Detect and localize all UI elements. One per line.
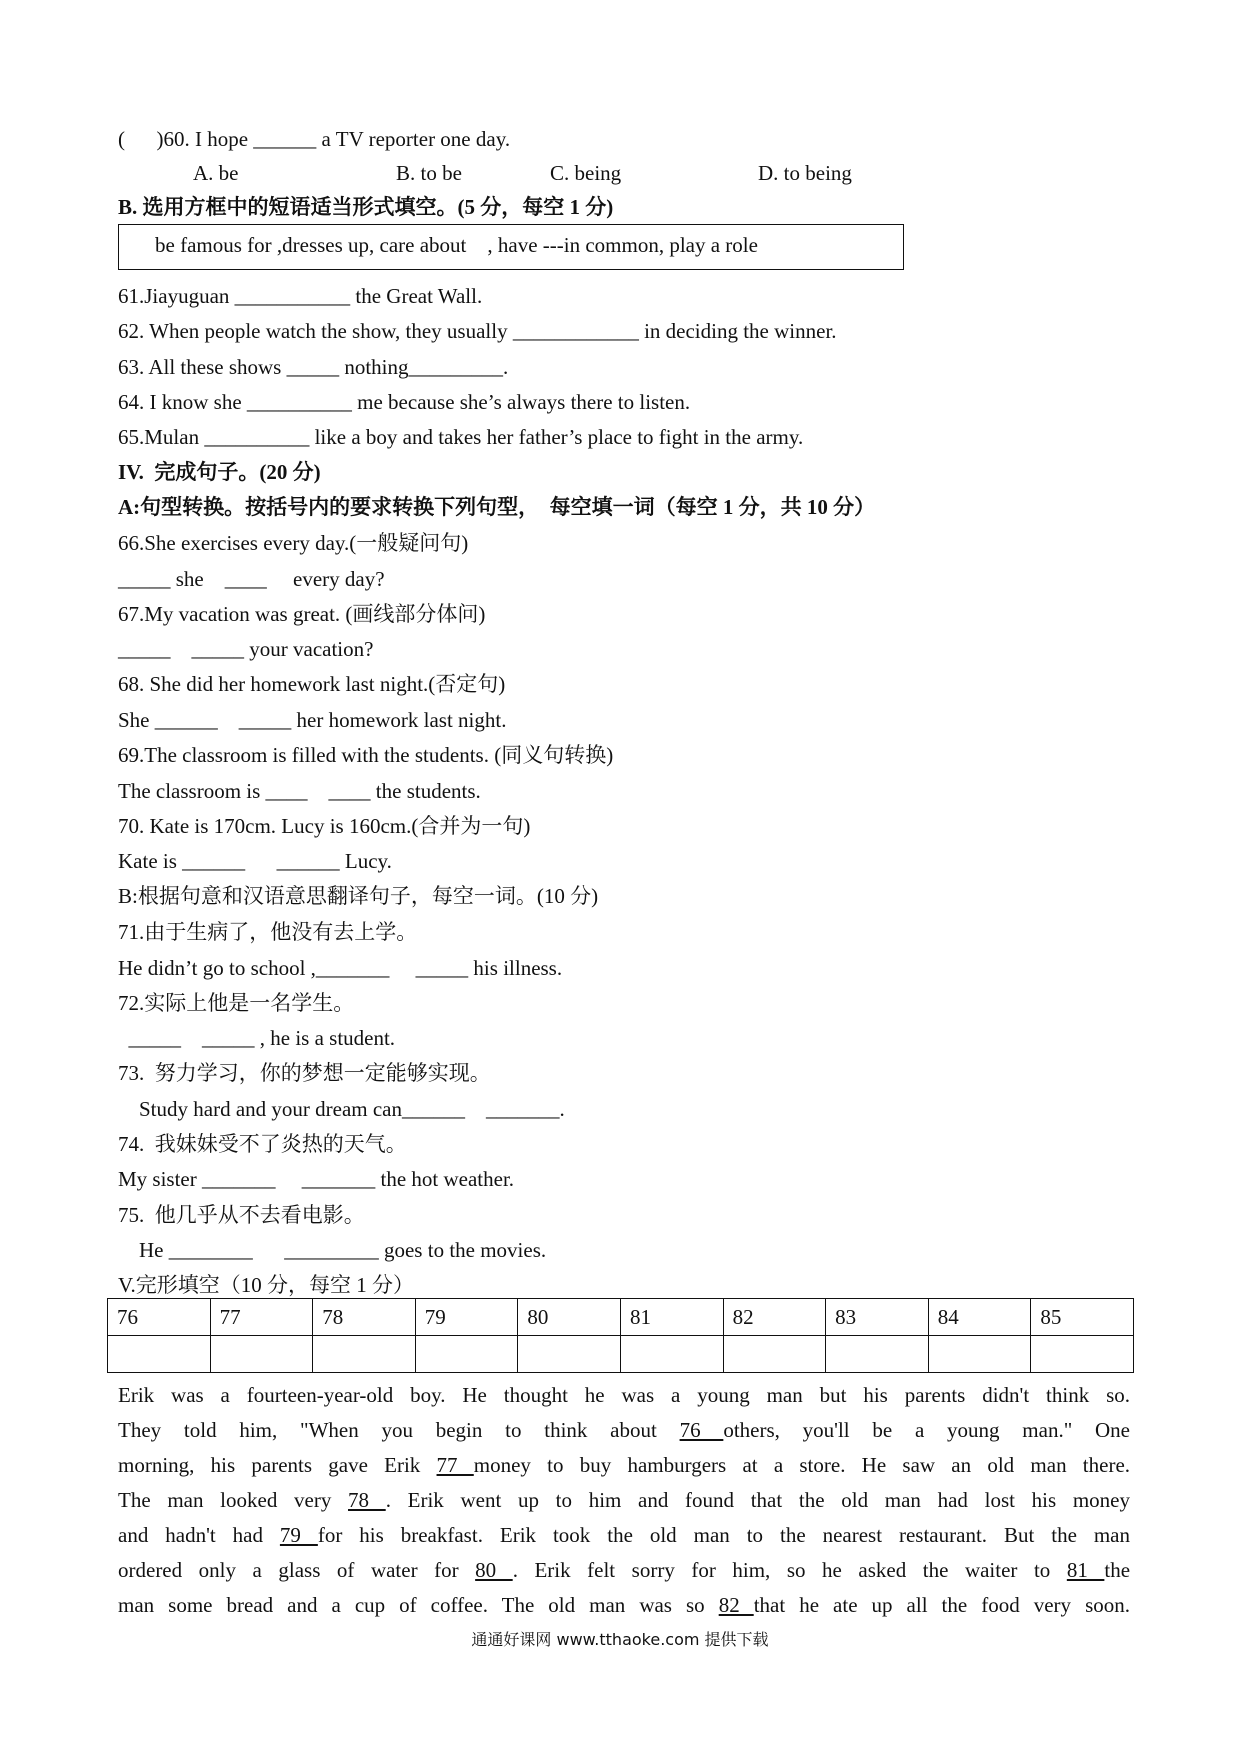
passage-text: others, you'll be a young man." One [723,1418,1131,1442]
cloze-blank[interactable]: 81 [1066,1558,1105,1582]
passage-text: . Erik went up to him and found that the old man had lost his money [385,1488,1130,1512]
answer-75: He ________ _________ goes to the movies. [118,1238,547,1262]
passage-text: for his breakfast. Erik took the old man to the nearest restaurant. But the man [317,1523,1130,1547]
passage-line [118,1483,1130,1518]
passage-text: The man looked very [118,1488,349,1512]
passage-line [118,1518,1130,1553]
passage-line [118,1448,1130,1483]
cloze-blank[interactable]: 77 [436,1453,474,1477]
passage-text: ordered only a glass of water for [118,1558,476,1582]
answer-blank-cell[interactable] [1031,1336,1134,1373]
part-b-title: B:根据句意和汉语意思翻译句子，每空一词。(10 分) [118,884,599,908]
passage-text: They told him, "When you begin to think about [118,1418,680,1442]
answer-grid-blank-row [108,1336,1134,1373]
cloze-blank[interactable]: 82 [718,1593,754,1617]
section-b-title: B. 选用方框中的短语适当形式填空。(5 分，每空 1 分) [118,195,614,219]
answer-blank-cell[interactable] [415,1336,518,1373]
answer-number-cell: 81 [620,1299,723,1336]
answer-74: My sister _______ _______ the hot weather. [118,1167,515,1191]
passage-line [118,1413,1130,1448]
passage-text: morning, his parents gave Erik [118,1453,437,1477]
passage-text: and hadn't had [118,1523,280,1547]
question-68: 68. She did her homework last night.(否定句) [118,672,506,696]
answer-70: Kate is ______ ______ Lucy. [118,849,392,873]
question-60-stem: ( )60. I hope ______ a TV reporter one day. [118,127,511,151]
answer-blank-cell[interactable] [620,1336,723,1373]
answer-blank-cell[interactable] [826,1336,929,1373]
passage-line [118,1553,1130,1588]
question-62: 62. When people watch the show, they usually ____________ in deciding the winner. [118,319,837,343]
cloze-blank[interactable]: 79 [279,1523,318,1547]
passage-text: money to buy hamburgers at a store. He saw an old man there. [473,1453,1131,1477]
passage-text: Erik was a fourteen-year-old boy. He thought he was a young man but his parents didn't think so. [118,1383,1130,1407]
answer-number-cell: 80 [518,1299,621,1336]
question-61: 61.Jiayuguan ___________ the Great Wall. [118,284,483,308]
footer-credit: 通通好课网 www.tthaoke.com 提供下载 [471,1630,769,1649]
question-60-option-d: D. to being [758,161,852,185]
question-64: 64. I know she __________ me because she’s always there to listen. [118,390,691,414]
answer-blank-cell[interactable] [210,1336,313,1373]
phrase-list: be famous for ,dresses up, care about , have ---in common, play a role [155,233,758,257]
answer-number-cell: 83 [826,1299,929,1336]
cloze-blank[interactable]: 76 [679,1418,724,1442]
section-v-title: V.完形填空（10 分，每空 1 分） [118,1273,414,1297]
passage-text: the [1104,1558,1131,1582]
answer-number-cell: 79 [415,1299,518,1336]
answer-71: He didn’t go to school ,_______ _____ his illness. [118,956,563,980]
answer-grid-header-row [108,1299,1134,1336]
question-72: 72.实际上他是一名学生。 [118,991,355,1015]
passage-line [118,1378,1130,1413]
question-70: 70. Kate is 170cm. Lucy is 160cm.(合并为一句) [118,814,531,838]
answer-blank-cell[interactable] [108,1336,211,1373]
part-a-title: A:句型转换。按括号内的要求转换下列句型， 每空填一词（每空 1 分，共 10 分） [118,495,876,519]
question-60-option-c: C. being [550,161,622,185]
question-65: 65.Mulan __________ like a boy and takes her father’s place to fight in the army. [118,425,804,449]
answer-67: _____ _____ your vacation? [118,637,374,661]
phrase-box [118,224,904,270]
question-73: 73. 努力学习，你的梦想一定能够实现。 [118,1061,491,1085]
passage-text: man some bread and a cup of coffee. The old man was so [118,1593,719,1617]
cloze-blank[interactable]: 80 [475,1558,513,1582]
section-iv-title: IV. 完成句子。(20 分) [118,460,321,484]
answer-blank-cell[interactable] [518,1336,621,1373]
answer-number-cell: 85 [1031,1299,1134,1336]
question-67: 67.My vacation was great. (画线部分体问) [118,602,486,626]
question-69: 69.The classroom is filled with the students. (同义句转换) [118,743,614,767]
question-60-option-b: B. to be [396,161,462,185]
answer-72: _____ _____ , he is a student. [118,1026,396,1050]
question-75: 75. 他几乎从不去看电影。 [118,1203,365,1227]
passage-line [118,1588,1130,1623]
answer-number-cell: 82 [723,1299,826,1336]
answer-68: She ______ _____ her homework last night. [118,708,507,732]
answer-number-cell: 78 [313,1299,416,1336]
answer-number-cell: 76 [108,1299,211,1336]
passage-text: that he ate up all the food very soon. [753,1593,1130,1617]
answer-number-cell: 77 [210,1299,313,1336]
answer-66: _____ she ____ every day? [118,567,385,591]
question-66: 66.She exercises every day.(一般疑问句) [118,531,469,555]
question-74: 74. 我妹妹受不了炎热的天气。 [118,1132,407,1156]
cloze-blank[interactable]: 78 [348,1488,386,1512]
answer-blank-cell[interactable] [928,1336,1031,1373]
passage-text: . Erik felt sorry for him, so he asked the waiter to [512,1558,1067,1582]
answer-number-cell: 84 [928,1299,1031,1336]
answer-73: Study hard and your dream can______ _______. [118,1097,565,1121]
answer-69: The classroom is ____ ____ the students. [118,779,481,803]
question-63: 63. All these shows _____ nothing_________. [118,355,509,379]
question-71: 71.由于生病了，他没有去上学。 [118,920,418,944]
answer-blank-cell[interactable] [723,1336,826,1373]
answer-grid [107,1298,1134,1373]
question-60-option-a: A. be [193,161,239,185]
answer-blank-cell[interactable] [313,1336,416,1373]
